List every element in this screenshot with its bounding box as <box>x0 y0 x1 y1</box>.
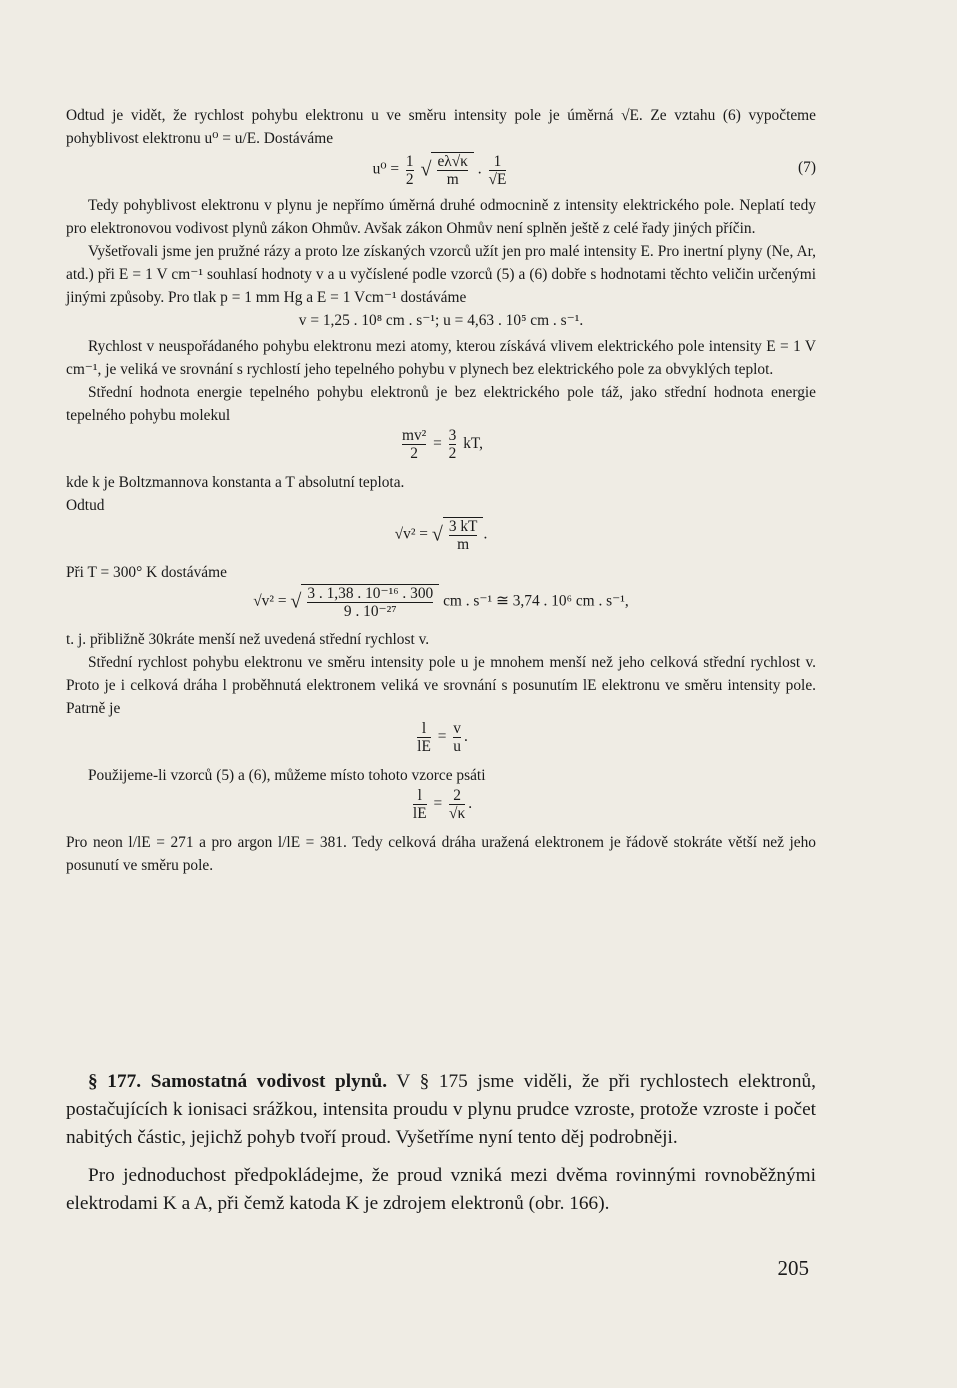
upper-text-block <box>66 104 816 877</box>
radical-sign-icon: √ <box>290 590 302 613</box>
eq7-half: $\frac{1}{2}$ <box>405 152 414 188</box>
eq7-radicand: $\frac{e\lambda√\kappa}{m}$ <box>431 152 474 188</box>
equation-path-ratio: $\frac{l}{lE}$ = $\frac{v}{u}$ . <box>417 720 468 755</box>
equation-7: u⁰ = $\frac{1}{2}$ √ $\frac{e\lambda√\kappa}{m}$ . $\frac{1}{√E}$ (7) <box>372 152 816 188</box>
paragraph-9: t. j. přibližně 30kráte menší než uvedená střední rychlost v. <box>66 631 430 648</box>
paragraph-4: Rychlost v neuspořádaného pohybu elektronu mezi atomy, kterou získává vlivem elektrického pole intensity E = 1 V cm⁻¹, je veliká ve srovnání s rychlostí jeho tepelného pohybu v plynech bez elektrického pole za obvyklých teplot. <box>66 338 816 378</box>
paragraph-2: Tedy pohyblivost elektronu v plynu je nepřímo úměrná druhé odmocnině z intensity elektrického pole. Neplatí tedy pro elektronovou vodivost plynů zákon Ohmův. Avšak zákon Ohmův není splněn ještě z celé řady jiných příčin. <box>66 197 816 237</box>
paragraph-1: Odtud je vidět, že rychlost pohybu elektronu u ve směru intensity pole je úměrná √E. Ze vztahu (6) vypočteme pohyblivost elektronu u⁰ = u/E. Dostáváme <box>66 107 816 147</box>
paragraph-12: Pro neon l/lE = 271 a pro argon l/lE = 381. Tedy celková dráha uražená elektronem je řádově stokráte větší než jeho posunutí ve směru pole. <box>66 834 816 874</box>
equation-label: (7) <box>798 159 816 176</box>
section-text-1: V § 175 jsme viděli, že při rychlostech elektronů, postačujících k ionisaci srážkou, intensita proudu v plynu prudce vzroste, protože vzroste i počet nabitých částic, jejichž pohyb tvoří proud. Vyšetříme nyní tento děj podrobněji. <box>66 1071 816 1148</box>
eq7-lhs: u⁰ = <box>372 160 400 178</box>
equation-rms: √v² = √ $\frac{3 kT}{m}$ . <box>394 518 488 553</box>
paragraph-11: Použijeme-li vzorců (5) a (6), můžeme místo tohoto vzorce psáti <box>88 767 486 784</box>
equation-calculation: √v² = √ $\frac{\text{3 . 1,38 . 10⁻¹⁶ . 300}}{\text{9 . 10⁻²⁷}}$ cm . s⁻¹ ≅ 3,74 . 10⁶ cm . s⁻¹, <box>253 585 629 620</box>
paragraph-8: Při T = 300° K dostáváme <box>66 564 227 581</box>
paragraph-6: kde k je Boltzmannova konstanta a T absolutní teplota. <box>66 474 405 491</box>
section-number: § 177. <box>88 1071 142 1092</box>
paragraph-5: Střední hodnota energie tepelného pohybu elektronů je bez elektrického pole táž, jako střední hodnota energie tepelného pohybu molekul <box>66 384 816 424</box>
equation-velocities: v = 1,25 . 10⁸ cm . s⁻¹; u = 4,63 . 10⁵ cm . s⁻¹. <box>298 312 584 329</box>
section-title: Samostatná vodivost plynů. <box>150 1071 388 1092</box>
equation-path-ratio-2: $\frac{l}{lE}$ = $\frac{2}{√\kappa}$ . <box>412 787 473 822</box>
equation-energy: $\frac{\text{mv²}}{2}$ = $\frac{3}{2}$ kT, <box>401 427 484 462</box>
radical-sign-icon: √ <box>431 523 443 546</box>
paragraph-3: Vyšetřovali jsme jen pružné rázy a proto lze získaných vzorců užít jen pro malé intensity E. Pro inertní plyny (Ne, Ar, atd.) při E = 1 V cm⁻¹ souhlasí hodnoty v a u vyčíslené podle vzorců (5) a (6) dobře s hodnotami těchto veličin určenými jinými způsoby. Pro tlak p = 1 mm Hg a E = 1 Vcm⁻¹ dostáváme <box>66 243 816 306</box>
radical-sign-icon: √ <box>420 158 432 181</box>
eq7-tail: $\frac{1}{√E}$ <box>488 152 507 188</box>
paragraph-10: Střední rychlost pohybu elektronu ve směru intensity pole u je mnohem menší než jeho celková střední rychlost v. Proto je i celková dráha l proběhnutá elektronem veliká ve srovnání s posunutím lE elektronu ve směru intensity pole. Patrně je <box>66 654 816 717</box>
paragraph-7: Odtud <box>66 497 105 514</box>
section-paragraph-1 <box>66 1068 816 1152</box>
page-number: 205 <box>777 1256 809 1280</box>
section-177 <box>66 1068 816 1218</box>
section-paragraph-2: Pro jednoduchost předpokládejme, že proud vzniká mezi dvěma rovinnými rovnoběžnými elektrodami K a A, při čemž katoda K je zdrojem elektronů (obr. 166). <box>66 1165 816 1214</box>
